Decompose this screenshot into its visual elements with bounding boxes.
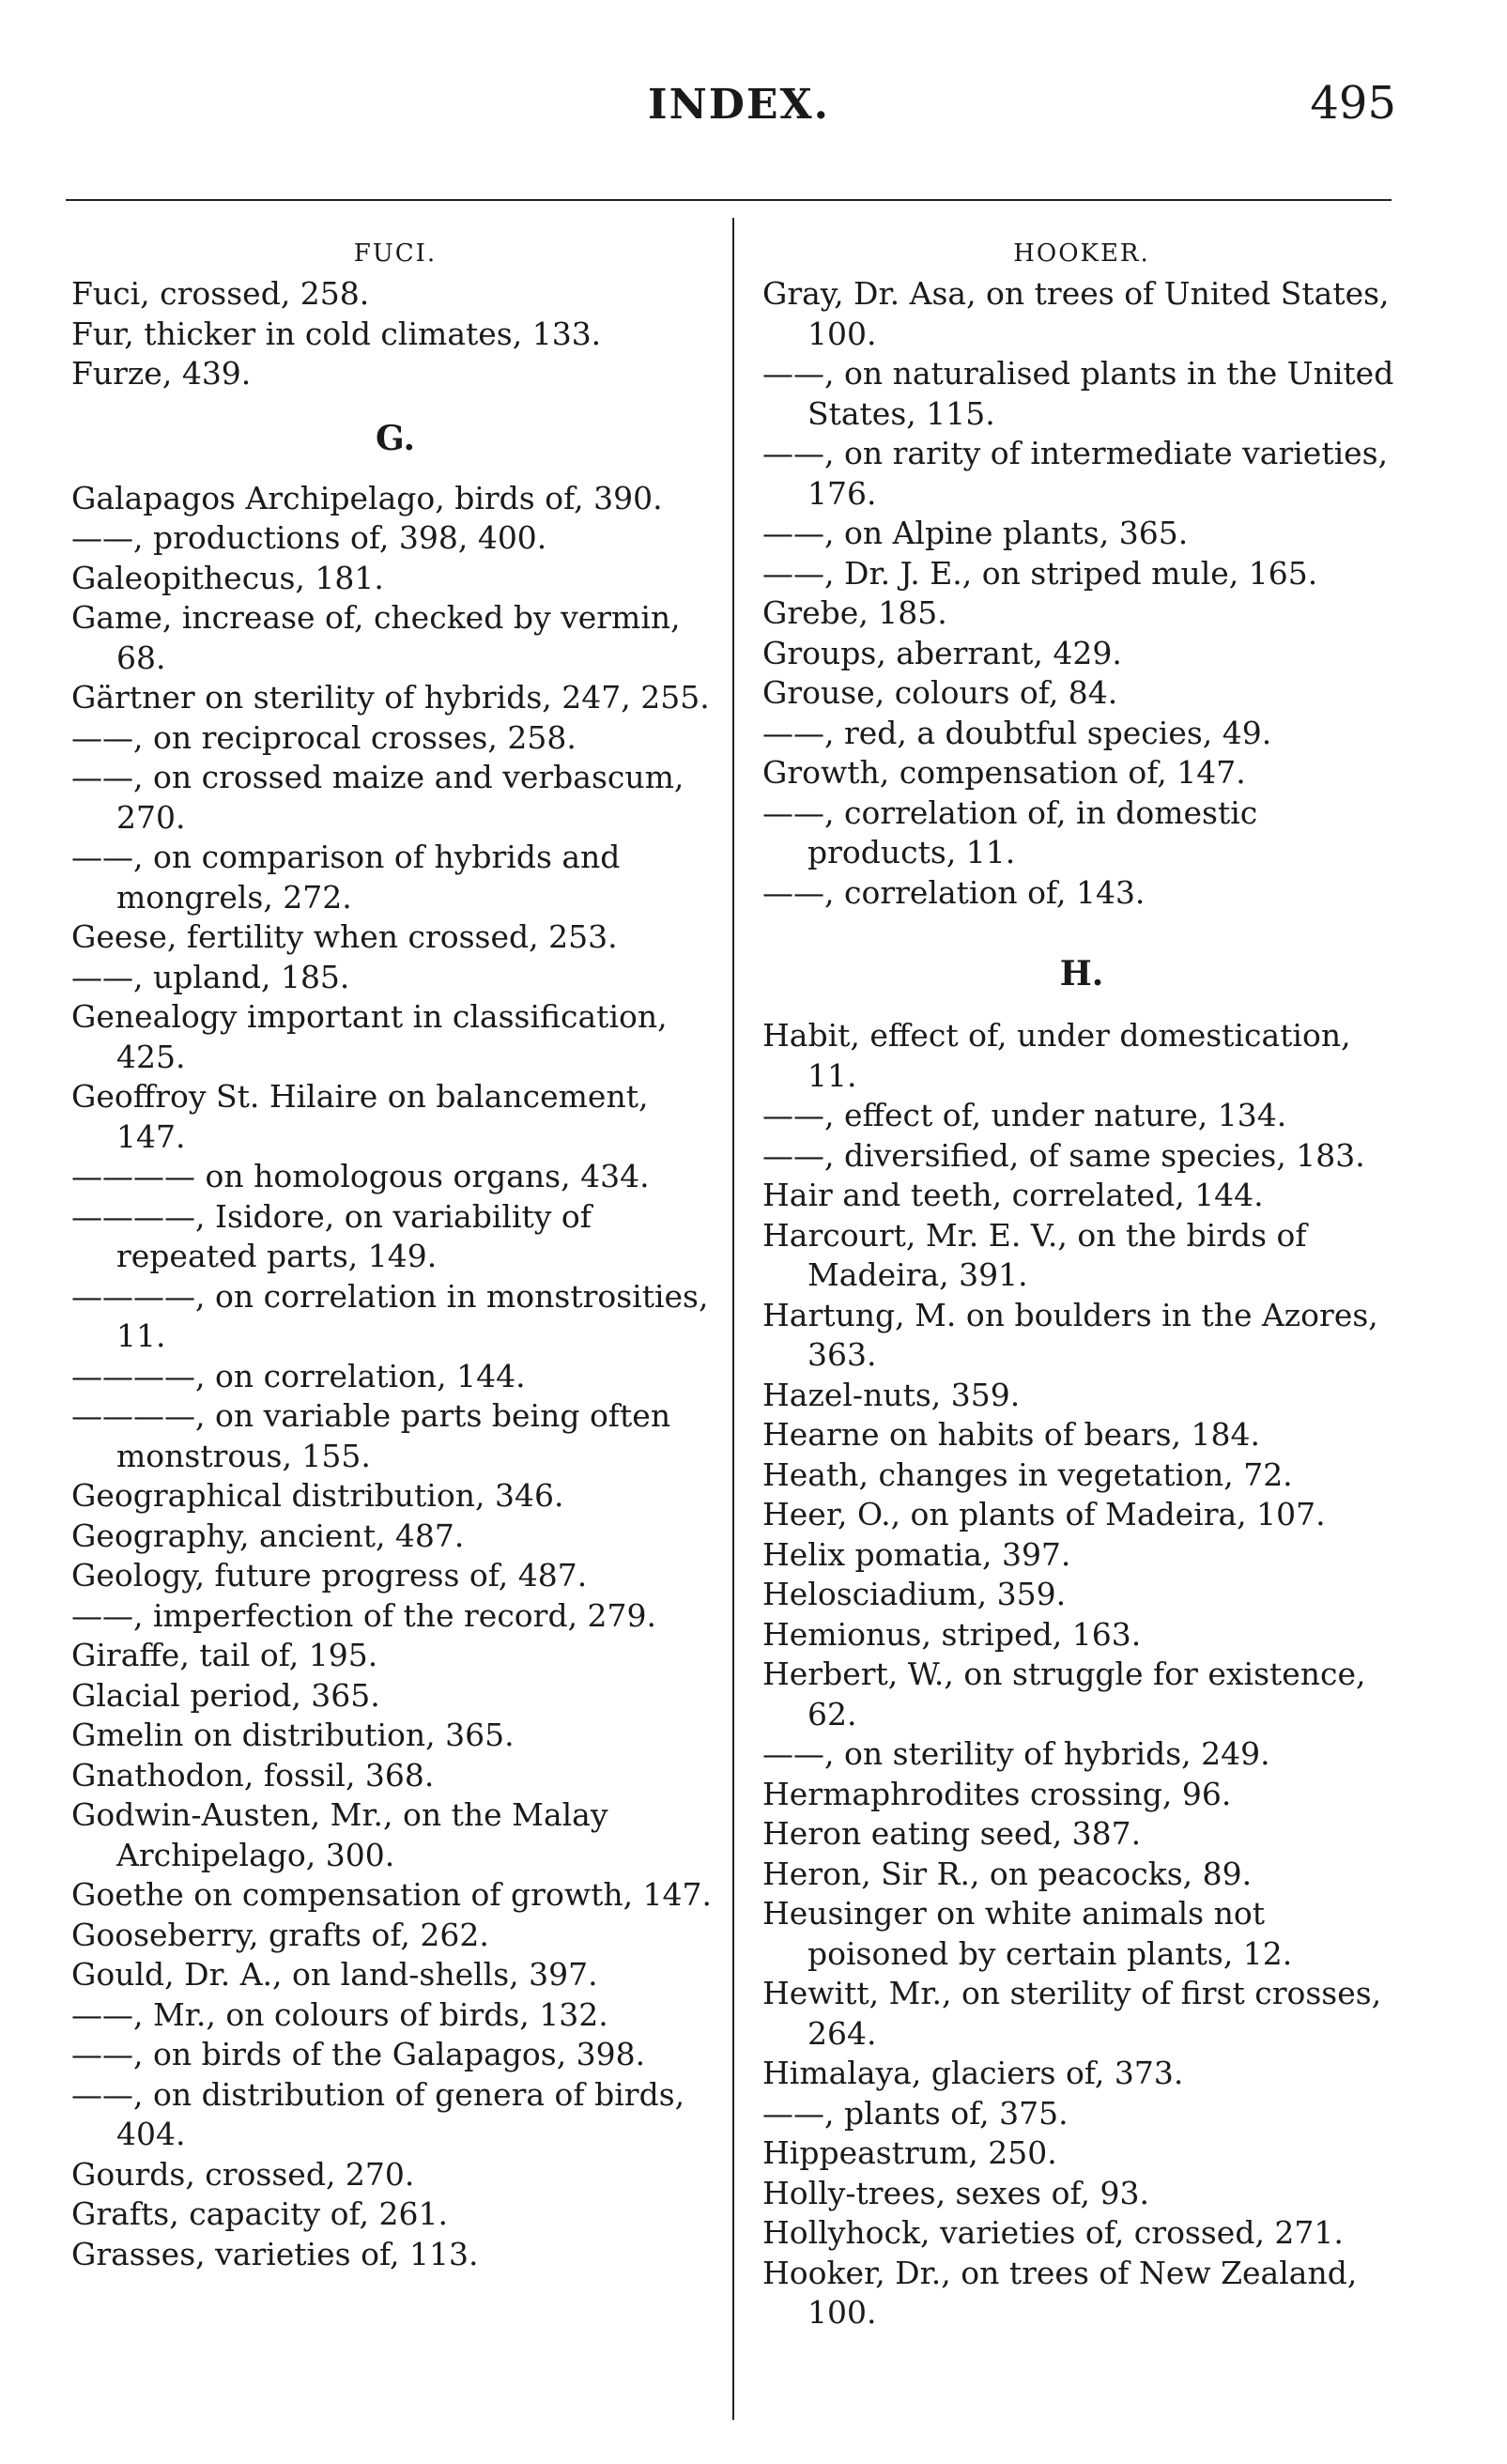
index-entry: ——, correlation of, in domestic products, 11. bbox=[762, 793, 1258, 870]
index-entry: Giraffe, tail of, 195. bbox=[71, 1637, 378, 1673]
index-entry: Gmelin on distribution, 365. bbox=[71, 1717, 515, 1753]
index-entry: Hooker, Dr., on trees of New Zealand, 100. bbox=[762, 2254, 1358, 2331]
index-entry: Geese, fertility when crossed, 253. bbox=[71, 918, 618, 955]
index-entry: ——, plants of, 375. bbox=[762, 2094, 1069, 2132]
index-entry: Hermaphrodites crossing, 96. bbox=[762, 1775, 1232, 1812]
left-entries-top bbox=[71, 274, 719, 394]
index-entry: Heer, O., on plants of Madeira, 107. bbox=[762, 1496, 1326, 1532]
index-entry: Heron eating seed, 387. bbox=[762, 1815, 1142, 1852]
right-entries-h bbox=[762, 1016, 1401, 2333]
index-entry: ——, imperfection of the record, 279. bbox=[71, 1596, 657, 1634]
running-title: INDEX. bbox=[648, 81, 830, 129]
index-entry: Helix pomatia, 397. bbox=[762, 1535, 1071, 1573]
index-entry: ——, Dr. J. E., on striped mule, 165. bbox=[762, 554, 1318, 592]
index-entry: ——, on sterility of hybrids, 249. bbox=[762, 1735, 1270, 1772]
index-entry: Glacial period, 365. bbox=[71, 1676, 380, 1714]
index-entry: ——, productions of, 398, 400. bbox=[71, 519, 547, 556]
index-entry: Hollyhock, varieties of, crossed, 271. bbox=[762, 2214, 1344, 2251]
index-entry: Godwin-Austen, Mr., on the Malay Archipelago, 300. bbox=[71, 1796, 608, 1873]
index-entry: Grafts, capacity of, 261. bbox=[71, 2195, 448, 2232]
index-entry: ——, diversified, of same species, 183. bbox=[762, 1136, 1365, 1174]
index-entry: Gooseberry, grafts of, 262. bbox=[71, 1916, 489, 1953]
index-entry: Groups, aberrant, 429. bbox=[762, 634, 1122, 671]
right-entries-g bbox=[762, 274, 1401, 913]
index-entry: ——, red, a doubtful species, 49. bbox=[762, 714, 1272, 751]
index-entry: Growth, compensation of, 147. bbox=[762, 754, 1246, 791]
index-entry: Gnathodon, fossil, 368. bbox=[71, 1756, 435, 1794]
index-entry: Gärtner on sterility of hybrids, 247, 255. bbox=[71, 679, 710, 716]
index-entry: ——, Mr., on colours of birds, 132. bbox=[71, 1995, 608, 2033]
index-entry: Genealogy important in classification, 425. bbox=[71, 998, 668, 1075]
index-entry: Hartung, M. on boulders in the Azores, 363. bbox=[762, 1296, 1378, 1373]
section-letter-g: G. bbox=[376, 418, 415, 458]
index-entry: Hewitt, Mr., on sterility of first crosses, 264. bbox=[762, 1975, 1382, 2052]
index-entry: Herbert, W., on struggle for existence, 62. bbox=[762, 1656, 1366, 1732]
index-entry: ————, Isidore, on variability of repeated parts, 149. bbox=[71, 1197, 592, 1274]
index-entry: ——, effect of, under nature, 134. bbox=[762, 1097, 1287, 1133]
running-head bbox=[0, 77, 1507, 146]
index-entry: Fur, thicker in cold climates, 133. bbox=[71, 315, 602, 352]
index-entry: Grebe, 185. bbox=[762, 594, 947, 631]
index-entry: Heusinger on white animals not poisoned by certain plants, 12. bbox=[762, 1895, 1293, 1972]
index-entry: Gourds, crossed, 270. bbox=[71, 2155, 415, 2193]
index-entry: Himalaya, glaciers of, 373. bbox=[762, 2055, 1184, 2091]
index-entry: Galapagos Archipelago, birds of, 390. bbox=[71, 479, 663, 516]
index-entry: ————, on variable parts being often monstrous, 155. bbox=[71, 1397, 671, 1474]
index-entry: ——, correlation of, 143. bbox=[762, 873, 1146, 911]
index-entry: Geography, ancient, 487. bbox=[71, 1517, 465, 1554]
index-entry: Heath, changes in vegetation, 72. bbox=[762, 1455, 1293, 1493]
page-number: 495 bbox=[1310, 77, 1396, 130]
index-entry: Galeopithecus, 181. bbox=[71, 559, 384, 596]
index-entry: Grasses, varieties of, 113. bbox=[71, 2235, 479, 2272]
section-letter-h: H. bbox=[1059, 954, 1104, 993]
index-entry: Hazel-nuts, 359. bbox=[762, 1376, 1021, 1413]
index-entry: ——, on comparison of hybrids and mongrels, 272. bbox=[71, 839, 621, 916]
index-entry: ——, on rarity of intermediate varieties, 176. bbox=[762, 435, 1389, 512]
index-entry: ——, on birds of the Galapagos, 398. bbox=[71, 2036, 646, 2072]
right-guide-word: HOOKER. bbox=[1013, 239, 1150, 268]
index-entry: Habit, effect of, under domestication, 11. bbox=[762, 1017, 1351, 1094]
column-divider bbox=[732, 218, 734, 2420]
index-entry: Holly-trees, sexes of, 93. bbox=[762, 2174, 1149, 2211]
index-entry: Goethe on compensation of growth, 147. bbox=[71, 1876, 713, 1913]
index-entry: ————, on correlation in monstrosities, 11. bbox=[71, 1277, 709, 1354]
left-entries-g bbox=[71, 479, 719, 2275]
index-entry: Game, increase of, checked by vermin, 68. bbox=[71, 599, 681, 676]
index-entry: Geoffroy St. Hilaire on balancement, 147. bbox=[71, 1078, 649, 1155]
left-column bbox=[71, 233, 719, 2274]
index-entry: Gould, Dr. A., on land-shells, 397. bbox=[71, 1956, 598, 1993]
right-column bbox=[762, 233, 1401, 2333]
index-entry: ——, on naturalised plants in the United States, 115. bbox=[762, 355, 1394, 432]
index-entry: Hearne on habits of bears, 184. bbox=[762, 1416, 1260, 1453]
index-entry: Fuci, crossed, 258. bbox=[71, 275, 370, 312]
index-entry: Geographical distribution, 346. bbox=[71, 1477, 564, 1514]
index-entry: Hemionus, striped, 163. bbox=[762, 1615, 1142, 1653]
index-entry: ——, on reciprocal crosses, 258. bbox=[71, 718, 577, 756]
index-entry: Heron, Sir R., on peacocks, 89. bbox=[762, 1855, 1253, 1892]
index-entry: ——, on crossed maize and verbascum, 270. bbox=[71, 759, 684, 836]
index-entry: Grouse, colours of, 84. bbox=[762, 674, 1118, 711]
index-entry: ————, on correlation, 144. bbox=[71, 1357, 526, 1394]
index-entry: ——, on Alpine plants, 365. bbox=[762, 515, 1189, 551]
index-entry: Harcourt, Mr. E. V., on the birds of Madeira, 391. bbox=[762, 1216, 1307, 1293]
index-entry: Geology, future progress of, 487. bbox=[71, 1557, 588, 1594]
index-entry: Furze, 439. bbox=[71, 355, 252, 392]
header-rule bbox=[66, 199, 1392, 201]
index-entry: Hippeastrum, 250. bbox=[762, 2134, 1057, 2171]
index-entry: ——, on distribution of genera of birds, 404. bbox=[71, 2075, 685, 2152]
index-entry: Helosciadium, 359. bbox=[762, 1576, 1067, 1612]
index-entry: Hair and teeth, correlated, 144. bbox=[762, 1177, 1264, 1213]
index-entry: Gray, Dr. Asa, on trees of United States, 100. bbox=[762, 275, 1390, 352]
index-entry: ——, upland, 185. bbox=[71, 958, 350, 995]
left-guide-word: FUCI. bbox=[353, 239, 438, 268]
index-entry: ———— on homologous organs, 434. bbox=[71, 1158, 650, 1194]
